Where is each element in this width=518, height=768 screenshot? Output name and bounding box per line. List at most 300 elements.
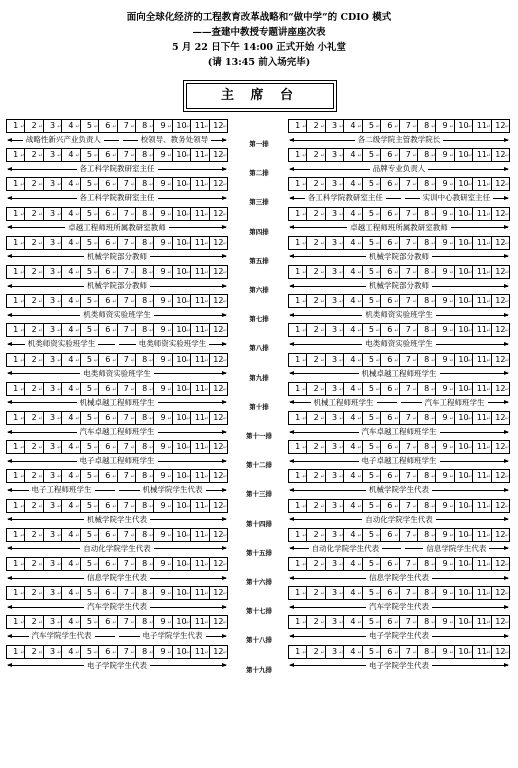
seat-cell[interactable]: 10 ↵: [173, 266, 191, 278]
seat-cell[interactable]: 4 ↵: [62, 237, 80, 249]
seat-cell[interactable]: 8 ↵: [136, 237, 154, 249]
seat-cell[interactable]: 8 ↵: [136, 178, 154, 190]
seat-cell[interactable]: 10 ↵: [455, 500, 473, 512]
seat-cell[interactable]: 7 ↵: [118, 412, 136, 424]
seat-cell[interactable]: 7 ↵: [118, 587, 136, 599]
seat-cell[interactable]: 5 ↵: [81, 354, 99, 366]
seat-cell[interactable]: 9 ↵: [436, 324, 454, 336]
seat-cell[interactable]: 11 ↵: [473, 324, 491, 336]
seat-cell[interactable]: 8 ↵: [418, 646, 436, 658]
seat-cell[interactable]: 11 ↵: [473, 616, 491, 628]
seat-cell[interactable]: 3 ↵: [326, 587, 344, 599]
seat-cell[interactable]: 10 ↵: [455, 383, 473, 395]
seat-cell[interactable]: 11 ↵: [473, 208, 491, 220]
seat-cell[interactable]: 2 ↵: [25, 149, 43, 161]
seat-cell[interactable]: 2 ↵: [307, 237, 325, 249]
seat-cell[interactable]: 1 ↵: [289, 178, 307, 190]
seat-cell[interactable]: 9 ↵: [154, 208, 172, 220]
seat-cell[interactable]: 11 ↵: [473, 178, 491, 190]
seat-cell[interactable]: 1 ↵: [289, 208, 307, 220]
seat-cell[interactable]: 8 ↵: [136, 441, 154, 453]
seat-cell[interactable]: 12 ↵: [210, 324, 227, 336]
seat-cell[interactable]: 1 ↵: [289, 587, 307, 599]
seat-cell[interactable]: 11 ↵: [473, 470, 491, 482]
seat-cell[interactable]: 9 ↵: [436, 178, 454, 190]
seat-cell[interactable]: 8 ↵: [136, 529, 154, 541]
seat-cell[interactable]: 6 ↵: [381, 354, 399, 366]
seat-cell[interactable]: 12 ↵: [492, 529, 509, 541]
seat-cell[interactable]: 4 ↵: [344, 383, 362, 395]
seat-cell[interactable]: 6 ↵: [381, 237, 399, 249]
seat-cell[interactable]: 4 ↵: [62, 295, 80, 307]
seat-cell[interactable]: 6 ↵: [381, 178, 399, 190]
seat-cell[interactable]: 8 ↵: [418, 295, 436, 307]
seat-cell[interactable]: 7 ↵: [118, 324, 136, 336]
seat-cell[interactable]: 9 ↵: [154, 558, 172, 570]
seat-cell[interactable]: 1 ↵: [7, 441, 25, 453]
seat-cell[interactable]: 4 ↵: [344, 441, 362, 453]
seat-cell[interactable]: 6 ↵: [99, 120, 117, 132]
seat-cell[interactable]: 7 ↵: [400, 616, 418, 628]
seat-cell[interactable]: 8 ↵: [418, 470, 436, 482]
seat-cell[interactable]: 4 ↵: [344, 354, 362, 366]
seat-cell[interactable]: 1 ↵: [7, 208, 25, 220]
seat-cell[interactable]: 9 ↵: [154, 470, 172, 482]
seat-cell[interactable]: 7 ↵: [400, 354, 418, 366]
seat-cell[interactable]: 6 ↵: [99, 149, 117, 161]
seat-cell[interactable]: 2 ↵: [307, 646, 325, 658]
seat-cell[interactable]: 10 ↵: [455, 149, 473, 161]
seat-cell[interactable]: 7 ↵: [400, 383, 418, 395]
seat-cell[interactable]: 12 ↵: [210, 646, 227, 658]
seat-cell[interactable]: 4 ↵: [344, 500, 362, 512]
seat-cell[interactable]: 5 ↵: [81, 324, 99, 336]
seat-cell[interactable]: 6 ↵: [99, 237, 117, 249]
seat-cell[interactable]: 6 ↵: [99, 208, 117, 220]
seat-cell[interactable]: 10 ↵: [173, 208, 191, 220]
seat-cell[interactable]: 5 ↵: [363, 470, 381, 482]
seat-cell[interactable]: 2 ↵: [307, 558, 325, 570]
seat-cell[interactable]: 10 ↵: [173, 354, 191, 366]
seat-cell[interactable]: 7 ↵: [118, 529, 136, 541]
seat-cell[interactable]: 8 ↵: [418, 616, 436, 628]
seat-cell[interactable]: 5 ↵: [81, 441, 99, 453]
seat-cell[interactable]: 11 ↵: [191, 441, 209, 453]
seat-cell[interactable]: 2 ↵: [25, 208, 43, 220]
seat-cell[interactable]: 10 ↵: [455, 646, 473, 658]
seat-cell[interactable]: 3 ↵: [44, 266, 62, 278]
seat-cell[interactable]: 7 ↵: [118, 120, 136, 132]
seat-cell[interactable]: 5 ↵: [363, 529, 381, 541]
seat-cell[interactable]: 12 ↵: [492, 558, 509, 570]
seat-cell[interactable]: 4 ↵: [62, 646, 80, 658]
seat-cell[interactable]: 11 ↵: [191, 529, 209, 541]
seat-cell[interactable]: 1 ↵: [7, 295, 25, 307]
seat-cell[interactable]: 8 ↵: [418, 529, 436, 541]
seat-cell[interactable]: 6 ↵: [381, 587, 399, 599]
seat-cell[interactable]: 9 ↵: [154, 587, 172, 599]
seat-cell[interactable]: 12 ↵: [492, 208, 509, 220]
seat-cell[interactable]: 1 ↵: [7, 646, 25, 658]
seat-cell[interactable]: 8 ↵: [136, 470, 154, 482]
seat-cell[interactable]: 10 ↵: [455, 354, 473, 366]
seat-cell[interactable]: 4 ↵: [62, 208, 80, 220]
seat-cell[interactable]: 7 ↵: [118, 441, 136, 453]
seat-cell[interactable]: 1 ↵: [7, 149, 25, 161]
seat-cell[interactable]: 1 ↵: [289, 324, 307, 336]
seat-cell[interactable]: 1 ↵: [289, 646, 307, 658]
seat-cell[interactable]: 5 ↵: [363, 178, 381, 190]
seat-cell[interactable]: 1 ↵: [289, 149, 307, 161]
seat-cell[interactable]: 5 ↵: [363, 441, 381, 453]
seat-cell[interactable]: 9 ↵: [154, 266, 172, 278]
seat-cell[interactable]: 9 ↵: [436, 500, 454, 512]
seat-cell[interactable]: 8 ↵: [418, 412, 436, 424]
seat-cell[interactable]: 12 ↵: [210, 587, 227, 599]
seat-cell[interactable]: 6 ↵: [99, 616, 117, 628]
seat-cell[interactable]: 11 ↵: [191, 178, 209, 190]
seat-cell[interactable]: 10 ↵: [455, 208, 473, 220]
seat-cell[interactable]: 5 ↵: [363, 120, 381, 132]
seat-cell[interactable]: 3 ↵: [44, 120, 62, 132]
seat-cell[interactable]: 10 ↵: [173, 529, 191, 541]
seat-cell[interactable]: 3 ↵: [326, 529, 344, 541]
seat-cell[interactable]: 9 ↵: [154, 383, 172, 395]
seat-cell[interactable]: 10 ↵: [173, 324, 191, 336]
seat-cell[interactable]: 1 ↵: [7, 558, 25, 570]
seat-cell[interactable]: 3 ↵: [44, 354, 62, 366]
seat-cell[interactable]: 10 ↵: [455, 412, 473, 424]
seat-cell[interactable]: 9 ↵: [436, 441, 454, 453]
seat-cell[interactable]: 2 ↵: [307, 587, 325, 599]
seat-cell[interactable]: 8 ↵: [136, 324, 154, 336]
seat-cell[interactable]: 3 ↵: [326, 558, 344, 570]
seat-cell[interactable]: 7 ↵: [400, 149, 418, 161]
seat-cell[interactable]: 12 ↵: [492, 324, 509, 336]
seat-cell[interactable]: 9 ↵: [154, 354, 172, 366]
seat-cell[interactable]: 6 ↵: [99, 412, 117, 424]
seat-cell[interactable]: 11 ↵: [191, 324, 209, 336]
seat-cell[interactable]: 10 ↵: [173, 587, 191, 599]
seat-cell[interactable]: 2 ↵: [25, 441, 43, 453]
seat-cell[interactable]: 10 ↵: [455, 529, 473, 541]
seat-cell[interactable]: 5 ↵: [363, 558, 381, 570]
seat-cell[interactable]: 6 ↵: [99, 587, 117, 599]
seat-cell[interactable]: 8 ↵: [418, 441, 436, 453]
seat-cell[interactable]: 9 ↵: [436, 558, 454, 570]
seat-cell[interactable]: 1 ↵: [7, 529, 25, 541]
seat-cell[interactable]: 4 ↵: [62, 178, 80, 190]
seat-cell[interactable]: 11 ↵: [473, 237, 491, 249]
seat-cell[interactable]: 12 ↵: [210, 237, 227, 249]
seat-cell[interactable]: 8 ↵: [418, 587, 436, 599]
seat-cell[interactable]: 6 ↵: [381, 149, 399, 161]
seat-cell[interactable]: 10 ↵: [455, 295, 473, 307]
seat-cell[interactable]: 10 ↵: [455, 470, 473, 482]
seat-cell[interactable]: 5 ↵: [81, 178, 99, 190]
seat-cell[interactable]: 12 ↵: [210, 412, 227, 424]
seat-cell[interactable]: 7 ↵: [400, 412, 418, 424]
seat-cell[interactable]: 4 ↵: [62, 616, 80, 628]
seat-cell[interactable]: 12 ↵: [210, 500, 227, 512]
seat-cell[interactable]: 3 ↵: [44, 324, 62, 336]
seat-cell[interactable]: 8 ↵: [136, 646, 154, 658]
seat-cell[interactable]: 8 ↵: [136, 412, 154, 424]
seat-cell[interactable]: 5 ↵: [81, 587, 99, 599]
seat-cell[interactable]: 1 ↵: [289, 383, 307, 395]
seat-cell[interactable]: 1 ↵: [7, 470, 25, 482]
seat-cell[interactable]: 3 ↵: [44, 558, 62, 570]
seat-cell[interactable]: 9 ↵: [154, 178, 172, 190]
seat-cell[interactable]: 1 ↵: [289, 266, 307, 278]
seat-cell[interactable]: 3 ↵: [326, 616, 344, 628]
seat-cell[interactable]: 1 ↵: [289, 500, 307, 512]
seat-cell[interactable]: 7 ↵: [400, 208, 418, 220]
seat-cell[interactable]: 4 ↵: [344, 149, 362, 161]
seat-cell[interactable]: 9 ↵: [436, 383, 454, 395]
seat-cell[interactable]: 5 ↵: [81, 208, 99, 220]
seat-cell[interactable]: 5 ↵: [81, 149, 99, 161]
seat-cell[interactable]: 10 ↵: [173, 149, 191, 161]
seat-cell[interactable]: 10 ↵: [173, 470, 191, 482]
seat-cell[interactable]: 5 ↵: [363, 646, 381, 658]
seat-cell[interactable]: 5 ↵: [81, 120, 99, 132]
seat-cell[interactable]: 1 ↵: [7, 587, 25, 599]
seat-cell[interactable]: 3 ↵: [326, 470, 344, 482]
seat-cell[interactable]: 11 ↵: [191, 237, 209, 249]
seat-cell[interactable]: 1 ↵: [7, 237, 25, 249]
seat-cell[interactable]: 4 ↵: [62, 470, 80, 482]
seat-cell[interactable]: 9 ↵: [154, 237, 172, 249]
seat-cell[interactable]: 2 ↵: [25, 266, 43, 278]
seat-cell[interactable]: 8 ↵: [418, 120, 436, 132]
seat-cell[interactable]: 1 ↵: [289, 616, 307, 628]
seat-cell[interactable]: 11 ↵: [473, 587, 491, 599]
seat-cell[interactable]: 4 ↵: [344, 120, 362, 132]
seat-cell[interactable]: 12 ↵: [492, 237, 509, 249]
seat-cell[interactable]: 5 ↵: [81, 646, 99, 658]
seat-cell[interactable]: 6 ↵: [99, 354, 117, 366]
seat-cell[interactable]: 12 ↵: [492, 120, 509, 132]
seat-cell[interactable]: 7 ↵: [118, 383, 136, 395]
seat-cell[interactable]: 1 ↵: [289, 354, 307, 366]
seat-cell[interactable]: 5 ↵: [81, 237, 99, 249]
seat-cell[interactable]: 6 ↵: [99, 529, 117, 541]
seat-cell[interactable]: 4 ↵: [62, 324, 80, 336]
seat-cell[interactable]: 11 ↵: [191, 120, 209, 132]
seat-cell[interactable]: 7 ↵: [400, 237, 418, 249]
seat-cell[interactable]: 9 ↵: [154, 149, 172, 161]
seat-cell[interactable]: 1 ↵: [289, 558, 307, 570]
seat-cell[interactable]: 8 ↵: [136, 266, 154, 278]
seat-cell[interactable]: 5 ↵: [363, 324, 381, 336]
seat-cell[interactable]: 8 ↵: [418, 558, 436, 570]
seat-cell[interactable]: 6 ↵: [381, 324, 399, 336]
seat-cell[interactable]: 10 ↵: [455, 237, 473, 249]
seat-cell[interactable]: 10 ↵: [173, 558, 191, 570]
seat-cell[interactable]: 3 ↵: [326, 237, 344, 249]
seat-cell[interactable]: 9 ↵: [154, 441, 172, 453]
seat-cell[interactable]: 10 ↵: [173, 646, 191, 658]
seat-cell[interactable]: 11 ↵: [191, 383, 209, 395]
seat-cell[interactable]: 10 ↵: [455, 441, 473, 453]
seat-cell[interactable]: 1 ↵: [289, 529, 307, 541]
seat-cell[interactable]: 8 ↵: [136, 383, 154, 395]
seat-cell[interactable]: 1 ↵: [289, 441, 307, 453]
seat-cell[interactable]: 9 ↵: [154, 616, 172, 628]
seat-cell[interactable]: 12 ↵: [492, 470, 509, 482]
seat-cell[interactable]: 5 ↵: [81, 470, 99, 482]
seat-cell[interactable]: 3 ↵: [44, 295, 62, 307]
seat-cell[interactable]: 10 ↵: [455, 178, 473, 190]
seat-cell[interactable]: 3 ↵: [326, 383, 344, 395]
seat-cell[interactable]: 4 ↵: [344, 266, 362, 278]
seat-cell[interactable]: 1 ↵: [7, 266, 25, 278]
seat-cell[interactable]: 6 ↵: [381, 208, 399, 220]
seat-cell[interactable]: 5 ↵: [363, 383, 381, 395]
seat-cell[interactable]: 2 ↵: [25, 646, 43, 658]
seat-cell[interactable]: 2 ↵: [25, 587, 43, 599]
seat-cell[interactable]: 3 ↵: [44, 149, 62, 161]
seat-cell[interactable]: 2 ↵: [25, 120, 43, 132]
seat-cell[interactable]: 4 ↵: [344, 237, 362, 249]
seat-cell[interactable]: 3 ↵: [44, 441, 62, 453]
seat-cell[interactable]: 8 ↵: [418, 178, 436, 190]
seat-cell[interactable]: 6 ↵: [381, 441, 399, 453]
seat-cell[interactable]: 4 ↵: [344, 587, 362, 599]
seat-cell[interactable]: 4 ↵: [344, 470, 362, 482]
seat-cell[interactable]: 7 ↵: [118, 616, 136, 628]
seat-cell[interactable]: 2 ↵: [307, 149, 325, 161]
seat-cell[interactable]: 9 ↵: [436, 470, 454, 482]
seat-cell[interactable]: 12 ↵: [492, 412, 509, 424]
seat-cell[interactable]: 12 ↵: [210, 149, 227, 161]
seat-cell[interactable]: 12 ↵: [210, 441, 227, 453]
seat-cell[interactable]: 1 ↵: [7, 616, 25, 628]
seat-cell[interactable]: 7 ↵: [118, 295, 136, 307]
seat-cell[interactable]: 3 ↵: [44, 470, 62, 482]
seat-cell[interactable]: 1 ↵: [7, 383, 25, 395]
seat-cell[interactable]: 10 ↵: [455, 120, 473, 132]
seat-cell[interactable]: 6 ↵: [99, 295, 117, 307]
seat-cell[interactable]: 11 ↵: [473, 412, 491, 424]
seat-cell[interactable]: 1 ↵: [289, 295, 307, 307]
seat-cell[interactable]: 11 ↵: [191, 500, 209, 512]
seat-cell[interactable]: 4 ↵: [62, 266, 80, 278]
seat-cell[interactable]: 4 ↵: [62, 529, 80, 541]
seat-cell[interactable]: 2 ↵: [25, 616, 43, 628]
seat-cell[interactable]: 3 ↵: [44, 587, 62, 599]
seat-cell[interactable]: 3 ↵: [44, 383, 62, 395]
seat-cell[interactable]: 6 ↵: [99, 383, 117, 395]
seat-cell[interactable]: 9 ↵: [154, 412, 172, 424]
seat-cell[interactable]: 2 ↵: [307, 178, 325, 190]
seat-cell[interactable]: 9 ↵: [436, 237, 454, 249]
seat-cell[interactable]: 1 ↵: [7, 178, 25, 190]
seat-cell[interactable]: 2 ↵: [307, 354, 325, 366]
seat-cell[interactable]: 5 ↵: [363, 616, 381, 628]
seat-cell[interactable]: 5 ↵: [363, 295, 381, 307]
seat-cell[interactable]: 12 ↵: [492, 178, 509, 190]
seat-cell[interactable]: 1 ↵: [289, 412, 307, 424]
seat-cell[interactable]: 4 ↵: [62, 587, 80, 599]
seat-cell[interactable]: 3 ↵: [44, 208, 62, 220]
seat-cell[interactable]: 3 ↵: [326, 149, 344, 161]
seat-cell[interactable]: 2 ↵: [25, 529, 43, 541]
seat-cell[interactable]: 8 ↵: [136, 500, 154, 512]
seat-cell[interactable]: 6 ↵: [381, 266, 399, 278]
seat-cell[interactable]: 12 ↵: [492, 500, 509, 512]
seat-cell[interactable]: 10 ↵: [173, 616, 191, 628]
seat-cell[interactable]: 9 ↵: [436, 120, 454, 132]
seat-cell[interactable]: 3 ↵: [326, 441, 344, 453]
seat-cell[interactable]: 4 ↵: [344, 295, 362, 307]
seat-cell[interactable]: 6 ↵: [99, 178, 117, 190]
seat-cell[interactable]: 2 ↵: [307, 500, 325, 512]
seat-cell[interactable]: 12 ↵: [492, 295, 509, 307]
seat-cell[interactable]: 5 ↵: [81, 383, 99, 395]
seat-cell[interactable]: 11 ↵: [473, 149, 491, 161]
seat-cell[interactable]: 2 ↵: [25, 383, 43, 395]
seat-cell[interactable]: 3 ↵: [326, 266, 344, 278]
seat-cell[interactable]: 9 ↵: [154, 529, 172, 541]
seat-cell[interactable]: 12 ↵: [492, 266, 509, 278]
seat-cell[interactable]: 6 ↵: [99, 500, 117, 512]
seat-cell[interactable]: 7 ↵: [400, 646, 418, 658]
seat-cell[interactable]: 7 ↵: [118, 208, 136, 220]
seat-cell[interactable]: 8 ↵: [418, 237, 436, 249]
seat-cell[interactable]: 8 ↵: [136, 208, 154, 220]
seat-cell[interactable]: 2 ↵: [25, 354, 43, 366]
seat-cell[interactable]: 7 ↵: [400, 266, 418, 278]
seat-cell[interactable]: 11 ↵: [473, 558, 491, 570]
seat-cell[interactable]: 3 ↵: [44, 237, 62, 249]
seat-cell[interactable]: 7 ↵: [400, 120, 418, 132]
seat-cell[interactable]: 8 ↵: [418, 324, 436, 336]
seat-cell[interactable]: 1 ↵: [7, 354, 25, 366]
seat-cell[interactable]: 2 ↵: [25, 558, 43, 570]
seat-cell[interactable]: 4 ↵: [344, 558, 362, 570]
seat-cell[interactable]: 3 ↵: [326, 646, 344, 658]
seat-cell[interactable]: 11 ↵: [191, 616, 209, 628]
seat-cell[interactable]: 2 ↵: [25, 470, 43, 482]
seat-cell[interactable]: 8 ↵: [418, 208, 436, 220]
seat-cell[interactable]: 7 ↵: [400, 324, 418, 336]
seat-cell[interactable]: 7 ↵: [400, 441, 418, 453]
seat-cell[interactable]: 7 ↵: [118, 237, 136, 249]
seat-cell[interactable]: 6 ↵: [381, 616, 399, 628]
seat-cell[interactable]: 4 ↵: [344, 616, 362, 628]
seat-cell[interactable]: 5 ↵: [363, 587, 381, 599]
seat-cell[interactable]: 3 ↵: [44, 616, 62, 628]
seat-cell[interactable]: 11 ↵: [473, 266, 491, 278]
seat-cell[interactable]: 8 ↵: [136, 354, 154, 366]
seat-cell[interactable]: 2 ↵: [307, 529, 325, 541]
seat-cell[interactable]: 9 ↵: [436, 587, 454, 599]
seat-cell[interactable]: 11 ↵: [473, 529, 491, 541]
seat-cell[interactable]: 9 ↵: [154, 500, 172, 512]
seat-cell[interactable]: 6 ↵: [99, 324, 117, 336]
seat-cell[interactable]: 7 ↵: [400, 529, 418, 541]
seat-cell[interactable]: 10 ↵: [173, 441, 191, 453]
seat-cell[interactable]: 12 ↵: [210, 383, 227, 395]
seat-cell[interactable]: 4 ↵: [62, 412, 80, 424]
seat-cell[interactable]: 7 ↵: [400, 470, 418, 482]
seat-cell[interactable]: 5 ↵: [81, 412, 99, 424]
seat-cell[interactable]: 12 ↵: [210, 558, 227, 570]
seat-cell[interactable]: 9 ↵: [154, 324, 172, 336]
seat-cell[interactable]: 7 ↵: [400, 558, 418, 570]
